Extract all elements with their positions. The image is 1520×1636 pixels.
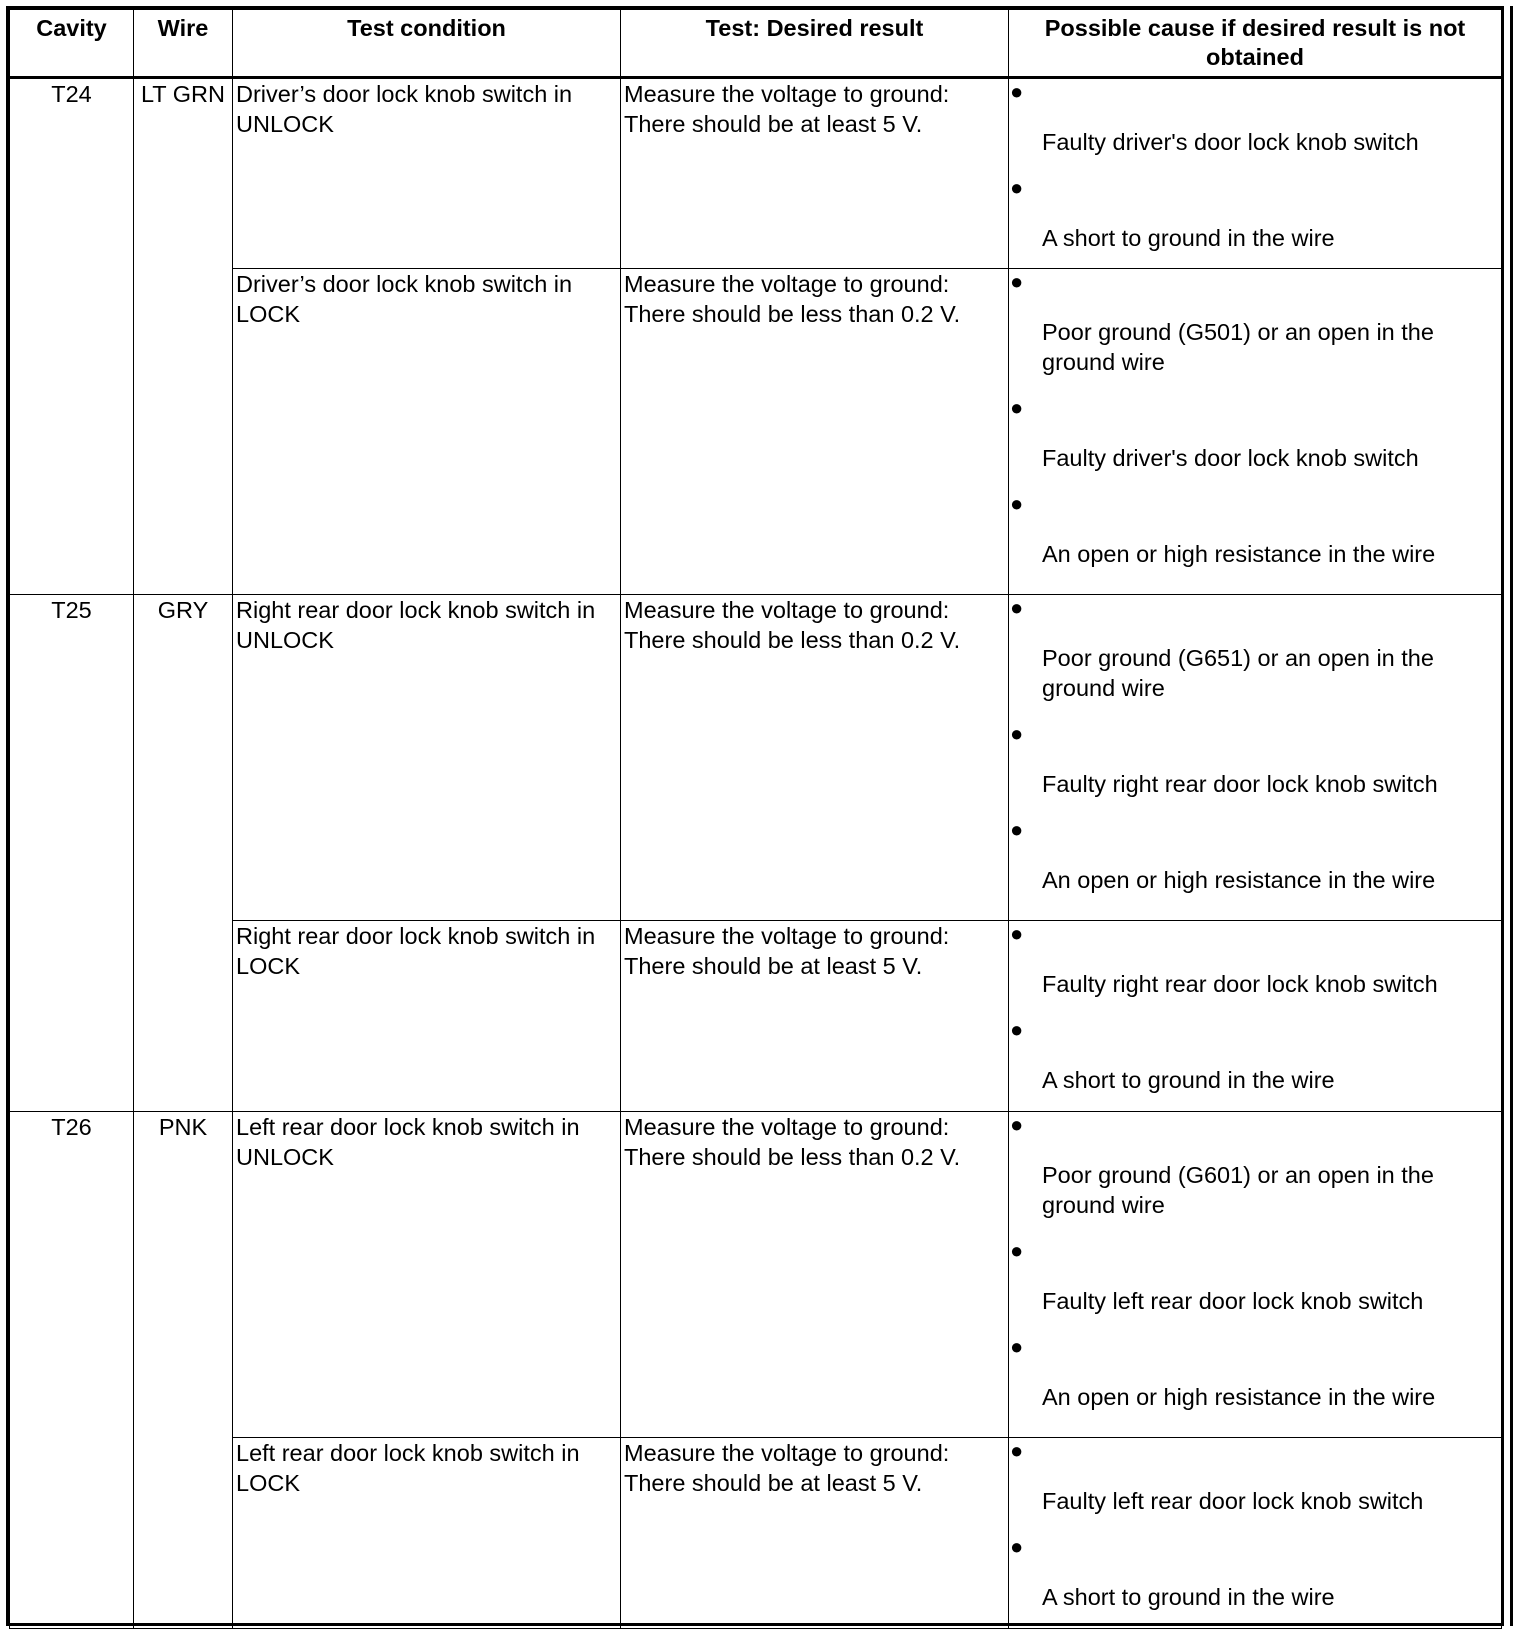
header-desired-result: Test: Desired result (621, 10, 1009, 78)
result-cell: Measure the voltage to ground: There should be at least 5 V. (621, 78, 1009, 269)
cause-item (1012, 175, 1498, 253)
table-row (10, 269, 1502, 595)
cause-cell (1009, 269, 1502, 595)
cause-item (1012, 1112, 1498, 1220)
cause-text: Faulty right rear door lock knob switch (1042, 771, 1438, 797)
cause-item (1012, 395, 1498, 473)
cause-item (1012, 79, 1498, 157)
cause-cell (1009, 1438, 1502, 1629)
bullet-icon: ● (1010, 921, 1024, 946)
wire-cell: PNK (134, 1112, 233, 1629)
header-row (10, 10, 1502, 78)
troubleshooting-table (9, 9, 1502, 1629)
cause-item (1012, 595, 1498, 703)
header-wire: Wire (134, 10, 233, 78)
bullet-icon: ● (1010, 817, 1024, 842)
result-cell: Measure the voltage to ground: There should be less than 0.2 V. (621, 269, 1009, 595)
result-cell: Measure the voltage to ground: There should be at least 5 V. (621, 921, 1009, 1112)
bullet-icon: ● (1010, 1112, 1024, 1137)
condition-cell: Driver’s door lock knob switch in LOCK (233, 269, 621, 595)
cause-item (1012, 721, 1498, 799)
cause-item (1012, 1438, 1498, 1516)
table-row (10, 921, 1502, 1112)
condition-cell: Left rear door lock knob switch in UNLOCK (233, 1112, 621, 1438)
table-row (10, 1112, 1502, 1438)
cause-item (1012, 1334, 1498, 1412)
wire-cell: GRY (134, 595, 233, 1112)
cause-text: Faulty left rear door lock knob switch (1042, 1288, 1424, 1314)
cause-item (1012, 269, 1498, 377)
condition-cell: Right rear door lock knob switch in UNLOCK (233, 595, 621, 921)
cause-text: An open or high resistance in the wire (1042, 1384, 1436, 1410)
bullet-icon: ● (1010, 1534, 1024, 1559)
cause-text: Faulty driver's door lock knob switch (1042, 445, 1419, 471)
bullet-icon: ● (1010, 491, 1024, 516)
bullet-icon: ● (1010, 269, 1024, 294)
cause-item (1012, 921, 1498, 999)
wire-cell: LT GRN (134, 78, 233, 595)
cause-cell (1009, 1112, 1502, 1438)
bullet-icon: ● (1010, 1438, 1024, 1463)
bullet-icon: ● (1010, 79, 1024, 104)
cause-text: An open or high resistance in the wire (1042, 867, 1436, 893)
cause-item (1012, 1534, 1498, 1612)
cause-item (1012, 1017, 1498, 1095)
table-row (10, 78, 1502, 269)
cause-cell (1009, 595, 1502, 921)
header-possible-cause: Possible cause if desired result is not obtained (1009, 10, 1502, 78)
cause-text: Faulty left rear door lock knob switch (1042, 1488, 1424, 1514)
condition-cell: Driver’s door lock knob switch in UNLOCK (233, 78, 621, 269)
cavity-cell: T26 (10, 1112, 134, 1629)
cause-text: A short to ground in the wire (1042, 1067, 1335, 1093)
cavity-cell: T24 (10, 78, 134, 595)
right-border-rule (1510, 6, 1513, 1626)
bullet-icon: ● (1010, 595, 1024, 620)
header-cavity: Cavity (10, 10, 134, 78)
cavity-cell: T25 (10, 595, 134, 1112)
cause-item (1012, 1238, 1498, 1316)
cause-cell (1009, 78, 1502, 269)
cause-item (1012, 817, 1498, 895)
table-row (10, 595, 1502, 921)
cause-cell (1009, 921, 1502, 1112)
bullet-icon: ● (1010, 1334, 1024, 1359)
cause-text: An open or high resistance in the wire (1042, 541, 1436, 567)
condition-cell: Right rear door lock knob switch in LOCK (233, 921, 621, 1112)
bullet-icon: ● (1010, 721, 1024, 746)
result-cell: Measure the voltage to ground: There should be less than 0.2 V. (621, 595, 1009, 921)
cause-text: Poor ground (G601) or an open in the ground wire (1042, 1162, 1434, 1218)
table-row (10, 1438, 1502, 1629)
cause-text: A short to ground in the wire (1042, 1584, 1335, 1610)
header-test-condition: Test condition (233, 10, 621, 78)
result-cell: Measure the voltage to ground: There should be at least 5 V. (621, 1438, 1009, 1629)
bullet-icon: ● (1010, 395, 1024, 420)
bullet-icon: ● (1010, 1017, 1024, 1042)
cause-text: A short to ground in the wire (1042, 225, 1335, 251)
bullet-icon: ● (1010, 1238, 1024, 1263)
bullet-icon: ● (1010, 175, 1024, 200)
cause-text: Poor ground (G651) or an open in the ground wire (1042, 645, 1434, 701)
cause-item (1012, 491, 1498, 569)
cause-text: Poor ground (G501) or an open in the ground wire (1042, 319, 1434, 375)
cause-text: Faulty right rear door lock knob switch (1042, 971, 1438, 997)
result-cell: Measure the voltage to ground: There should be less than 0.2 V. (621, 1112, 1009, 1438)
condition-cell: Left rear door lock knob switch in LOCK (233, 1438, 621, 1629)
cause-text: Faulty driver's door lock knob switch (1042, 129, 1419, 155)
